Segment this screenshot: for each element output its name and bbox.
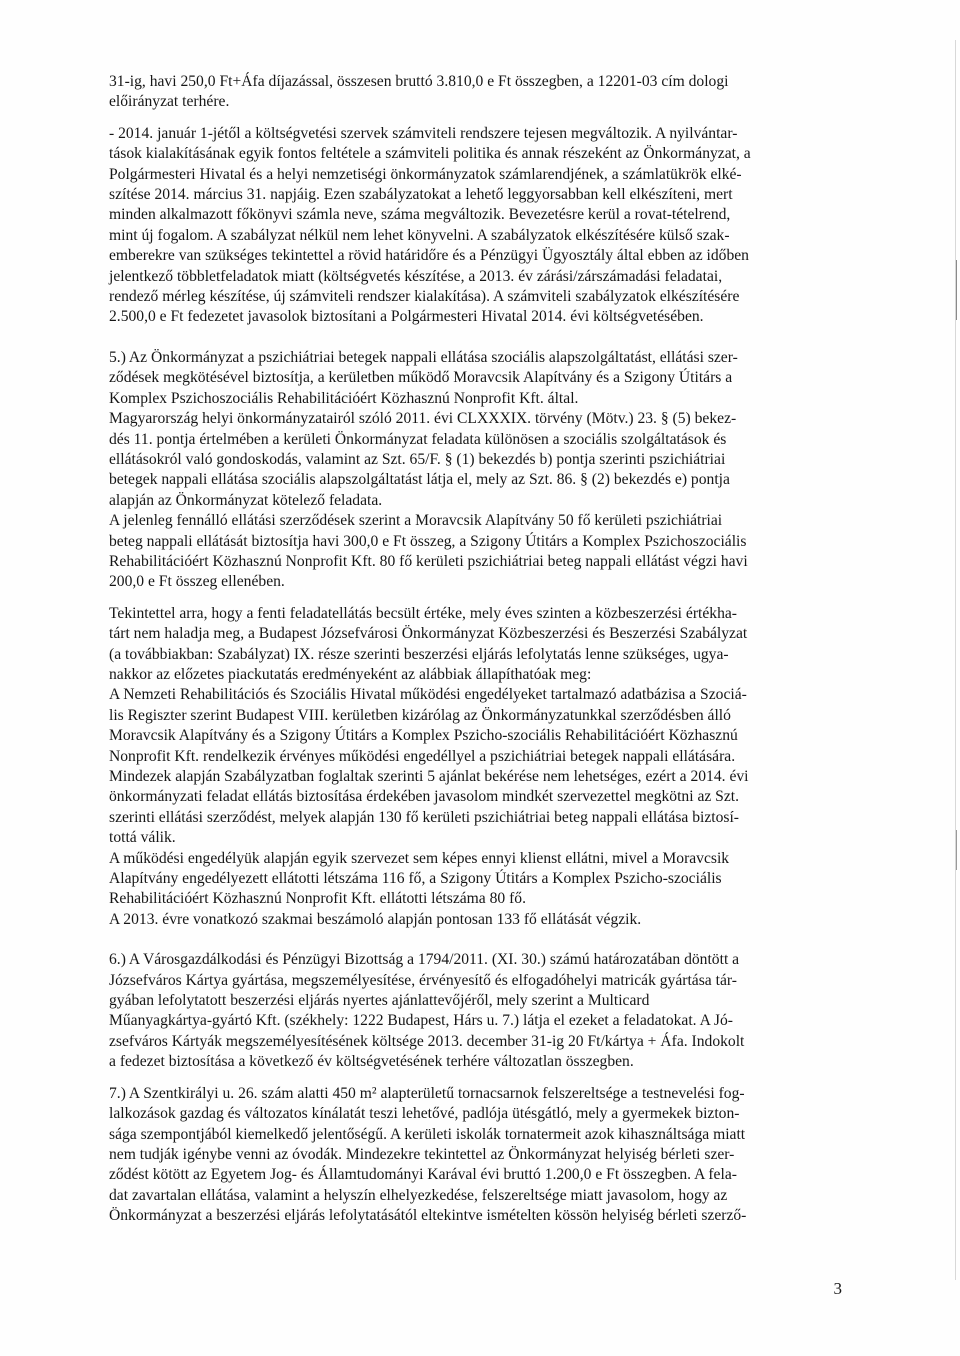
paragraph-section-7 [109, 1084, 841, 1227]
text-line: szítése 2014. március 31. napjáig. Ezen szabályzatokat a lehető leggyorsabban kell elkészíteni, mert [109, 186, 733, 204]
text-line: Rehabilitációért Közhasznú Nonprofit Kft. 80 fő kerületi pszichiátriai beteg nappali ellátást végzi havi [109, 552, 748, 570]
text-line: Tekintettel arra, hogy a fenti feladatellátás becsült értéke, mely éves szinten a közbeszerzési értékha- [109, 604, 737, 622]
text-line: Önkormányzat a beszerzési eljárás lefolytatásától eltekintve ismételten kössön helyiség bérleti szerző- [109, 1207, 747, 1225]
text-line: szerinti ellátási szerződést, melyek alapján 130 fő kerületi pszichiátriai beteg nappali ellátása biztosí- [109, 808, 740, 826]
text-line: A jelenleg fennálló ellátási szerződések szerint a Moravcsik Alapítvány 50 fő kerületi pszichiátriai [109, 512, 723, 530]
page-number: 3 [833, 1279, 842, 1298]
text-line: sága szempontjából kiemelkedő jelentőségű. A kerületi iskolák tornatermeit azok kihasználtsága miatt [109, 1125, 746, 1143]
text-line: Moravcsik Alapítvány és a Szigony Útitárs a Komplex Pszicho-szociális Rehabilitációért Közhasznú [109, 727, 738, 745]
text-line: 31-ig, havi 250,0 Ft+Áfa díjazással, összesen bruttó 3.810,0 e Ft összegben, a 12201-03 cím dologi [109, 73, 729, 90]
text-line: Polgármesteri Hivatal és a helyi nemzetiségi önkormányzatok számlarendjének, a számlatükrök elké- [109, 165, 742, 183]
text-line: Nonprofit Kft. rendelkezik érvényes működési engedéllyel a pszichiátriai betegek nappali ellátására. [109, 747, 736, 765]
paragraph-procurement [109, 604, 841, 931]
text-line: gyában lefolytatott beszerzési eljárás nyertes ajánlattevőjéről, mely szerint a Multicard [109, 992, 650, 1010]
text-line: A 2013. évre vonatkozó szakmai beszámoló alapján pontosan 133 fő ellátását végzik. [109, 910, 642, 928]
text-line: alapján az Önkormányzat kötelező feladata. [109, 491, 383, 509]
paragraph-continuation [109, 72, 841, 113]
text-line: mint új fogalom. A szabályzat nélkül nem lehet könyvelni. A szabályzatok elkészítésére külső szak- [109, 226, 730, 244]
text-line: beteg nappali ellátását biztosítja havi 300,0 e Ft összeg, a Szigony Útitárs a Komplex Pszichoszociális [109, 532, 747, 550]
text-line: 7.) A Szentkirályi u. 26. szám alatti 450 m² alapterületű tornacsarnok felszereltsége a testnevelési fog- [109, 1084, 745, 1102]
text-line: - 2014. január 1-jétől a költségvetési szervek számviteli rendszere tejesen megváltozik. A nyilvántar- [109, 124, 738, 142]
text-line: Rehabilitációért Közhasznú Nonprofit Kft. ellátotti létszáma 80 fő. [109, 890, 527, 908]
text-line: ellátásokról való gondoskodás, valamint az Szt. 65/F. § (1) bekezdés b) pontja szerinti pszichiátriai [109, 450, 726, 468]
text-line: ződések megkötésével biztosítja, a kerületben működő Moravcsik Alapítvány és a Szigony Útitárs a [109, 369, 733, 387]
text-line: tások kialakításának egyik fontos feltétele a számviteli politika és annak részeként az Önkormányzat, a [109, 145, 751, 163]
text-line: Józsefváros Kártya gyártása, megszemélyesítése, érvényesítő és elfogadóhelyi matricák gyártása tár- [109, 971, 737, 989]
text-line: zsefváros Kártyák megszemélyesítésének költsége 2013. december 31-ig 20 Ft/kártya + Áfa. Indokolt [109, 1032, 745, 1050]
paragraph-section-5 [109, 348, 841, 593]
text-line: lalkozások gazdag és változatos kínálatát teszi lehetővé, padlója ütésgátló, mely a gyermekek bizton- [109, 1105, 740, 1123]
text-line: dés 11. pontja értelmében a kerületi Önkormányzat feladata különösen a szociális szolgáltatások és [109, 430, 727, 448]
text-line: A működési engedélyük alapján egyik szervezet sem képes ennyi klienst ellátni, mivel a Moravcsik [109, 849, 730, 867]
text-line: (a továbbiakban: Szabályzat) IX. része szerinti beszerzési eljárás lefolytatás lenne szükséges, ugya- [109, 645, 729, 663]
text-line: jelentkező többletfeladatok miatt (költségvetés készítése, a 2013. év zárási/zárszámadási feladatai, [109, 267, 723, 285]
document-body [109, 72, 841, 1227]
text-line: tárt nem haladja meg, a Budapest Józsefvárosi Önkormányzat Közbeszerzési és Beszerzési Szabályzat [109, 625, 748, 643]
text-line: 6.) A Városgazdálkodási és Pénzügyi Bizottság a 1794/2011. (XI. 30.) számú határozatában döntött a [109, 951, 740, 969]
text-line: betegek nappali ellátása szociális alapszolgáltatást látja el, mely az Szt. 86. § (2) bekezdés e) pontja [109, 471, 730, 489]
text-line: 200,0 e Ft összeg ellenében. [109, 573, 285, 591]
text-line: tottá válik. [109, 829, 176, 847]
text-line: minden alkalmazott főkönyvi számla neve, száma megváltozik. Bevezetésre kerül a rovat-tételrend, [109, 206, 731, 224]
text-line: nakkor az előzetes piackutatás eredményeként az alábbiak állapíthatóak meg: [109, 665, 592, 683]
text-line: Műanyagkártya-gyártó Kft. (székhely: 1222 Budapest, Hárs u. 7.) látja el ezeket a feladatokat. A Jó- [109, 1012, 733, 1030]
text-line: Mindezek alapján Szabályzatban foglaltak szerinti 5 ajánlat bekérése nem lehetséges, ezért a 2014. évi [109, 768, 749, 785]
scan-edge-line [955, 40, 956, 1280]
text-line: Magyarország helyi önkormányzatairól szóló 2011. évi CLXXXIX. törvény (Mötv.) 23. § (5) bekez- [109, 410, 737, 428]
text-line: a fedezet biztosítása a következő év költségvetésének terhére változatlan összegben. [109, 1053, 634, 1071]
text-line: Alapítvány engedélyezett ellátotti létszáma 116 fő, a Szigony Útitárs a Komplex Pszicho-szociális [109, 870, 722, 888]
text-line: 5.) Az Önkormányzat a pszichiátriai betegek nappali ellátása szociális alapszolgáltatást, ellátási szer- [109, 348, 738, 366]
scan-edge-mark [956, 830, 957, 870]
text-line: Komplex Pszichoszociális Rehabilitációért Közhasznú Nonprofit Kft. által. [109, 389, 579, 407]
text-line: rendező mérleg készítése, új számviteli rendszer kialakítása). A számviteli szabályzatok elkészítésére [109, 288, 740, 306]
text-line: előirányzat terhére. [109, 93, 230, 111]
text-line: ződést kötött az Egyetem Jog- és Államtudományi Karával évi bruttó 1.200,0 e Ft összegben. A fela- [109, 1166, 737, 1184]
text-line: 2.500,0 e Ft fedezetet javasolok biztosítani a Polgármesteri Hivatal 2014. évi költségvetésében. [109, 308, 704, 326]
text-line: A Nemzeti Rehabilitációs és Szociális Hivatal működési engedélyeket tartalmazó adatbázisa a Szociá- [109, 686, 747, 704]
text-line: nem tudják igénybe venni az óvodák. Mindezekre tekintettel az Önkormányzat helyiség bérleti szer- [109, 1145, 735, 1163]
scan-edge-mark [956, 260, 957, 320]
text-line: emberekre van szükséges tekintettel a rövid határidőre és a Pénzügyi Ügyosztály által ebben az időben [109, 247, 749, 265]
text-line: lis Regiszter szerint Budapest VIII. kerületben kizárólag az Önkormányzatunkkal szerződésben álló [109, 706, 731, 724]
paragraph-accounting-rules [109, 124, 841, 328]
text-line: önkormányzati feladat ellátás biztosítása érdekében javasolom mindkét szervezettel megkötni az Szt. [109, 788, 740, 806]
text-line: dat zavartalan ellátása, valamint a helyszín elhelyezkedése, felszereltsége miatt javasolom, hogy az [109, 1186, 728, 1204]
paragraph-section-6 [109, 950, 841, 1072]
